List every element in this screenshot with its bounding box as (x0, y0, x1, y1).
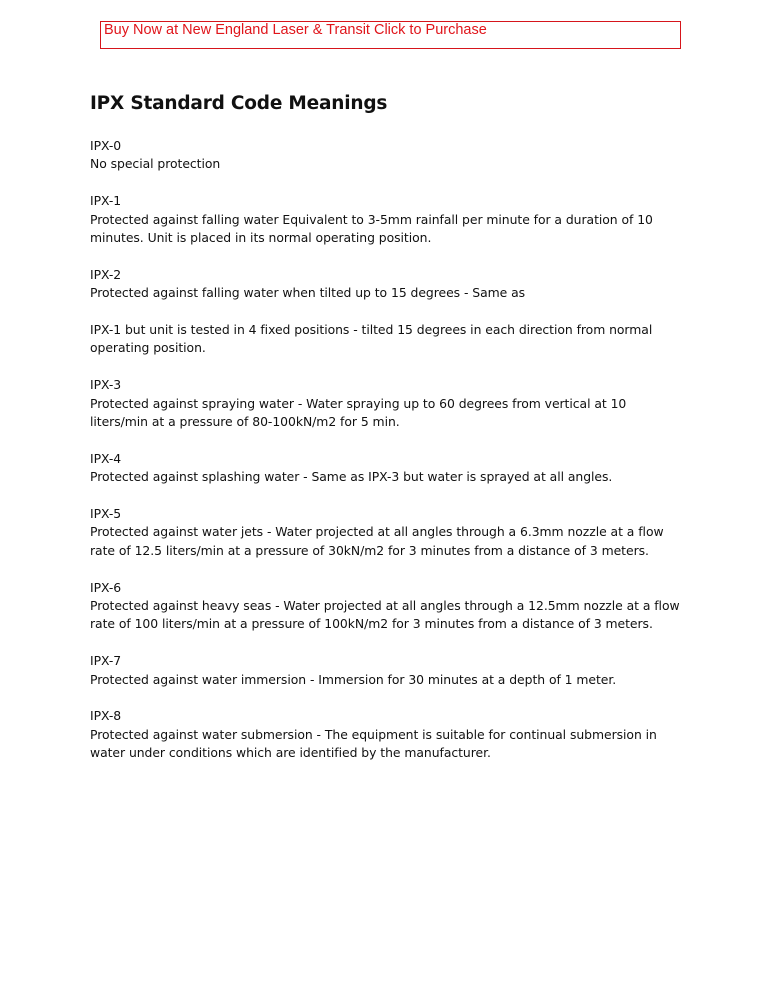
document-title: IPX Standard Code Meanings (90, 93, 388, 114)
paragraph-line: minutes. Unit is placed in its normal operating position. (90, 230, 432, 246)
paragraph-line: Protected against splashing water - Same as IPX-3 but water is sprayed at all angles. (90, 469, 613, 485)
paragraph-line: Protected against falling water Equivalent to 3-5mm rainfall per minute for a duration of 10 (90, 211, 653, 227)
paragraph-ipx-1 (90, 192, 690, 247)
paragraph-ipx-8 (90, 707, 690, 762)
buy-now-link-text: Buy Now at New England Laser & Transit Click to Purchase (104, 22, 487, 38)
paragraph-line: IPX-8 (90, 708, 122, 724)
paragraph-ipx-5 (90, 505, 690, 560)
paragraph-line: IPX-6 (90, 579, 122, 595)
paragraph-ipx-2-continued (90, 321, 690, 358)
paragraph-ipx-0 (90, 137, 690, 174)
paragraph-line: IPX-2 (90, 266, 122, 282)
paragraph-line: operating position. (90, 340, 206, 356)
paragraph-line: IPX-0 (90, 138, 122, 153)
paragraph-ipx-2 (90, 266, 690, 303)
paragraph-line: IPX-1 but unit is tested in 4 fixed positions - tilted 15 degrees in each direction from normal (90, 322, 653, 338)
paragraph-line: IPX-3 (90, 377, 122, 393)
paragraph-line: Protected against falling water when tilted up to 15 degrees - Same as (90, 285, 526, 301)
paragraph-line: Protected against heavy seas - Water projected at all angles through a 12.5mm nozzle at a flow (90, 598, 680, 614)
paragraph-ipx-6 (90, 579, 690, 634)
paragraph-line: rate of 100 liters/min at a pressure of 100kN/m2 for 3 minutes from a distance of 3 meters. (90, 616, 653, 632)
paragraph-line: rate of 12.5 liters/min at a pressure of 30kN/m2 for 3 minutes from a distance of 3 meters. (90, 542, 649, 558)
paragraph-line: IPX-1 (90, 193, 122, 209)
paragraph-line: Protected against water immersion - Immersion for 30 minutes at a depth of 1 meter. (90, 671, 617, 687)
paragraph-line: Protected against water submersion - The equipment is suitable for continual submersion in (90, 726, 657, 742)
paragraph-line: liters/min at a pressure of 80-100kN/m2 for 5 min. (90, 414, 400, 430)
paragraph-ipx-3 (90, 376, 690, 431)
paragraph-line: IPX-5 (90, 506, 122, 522)
paragraph-line: water under conditions which are identified by the manufacturer. (90, 745, 491, 761)
paragraph-line: No special protection (90, 156, 221, 172)
buy-now-link[interactable] (100, 21, 681, 49)
paragraph-line: IPX-4 (90, 450, 122, 466)
paragraph-line: IPX-7 (90, 653, 122, 669)
document-body (90, 90, 690, 781)
paragraph-ipx-7 (90, 652, 690, 689)
paragraph-line: Protected against water jets - Water projected at all angles through a 6.3mm nozzle at a flow (90, 524, 664, 540)
paragraph-ipx-4 (90, 450, 690, 487)
paragraph-line: Protected against spraying water - Water spraying up to 60 degrees from vertical at 10 (90, 395, 627, 411)
